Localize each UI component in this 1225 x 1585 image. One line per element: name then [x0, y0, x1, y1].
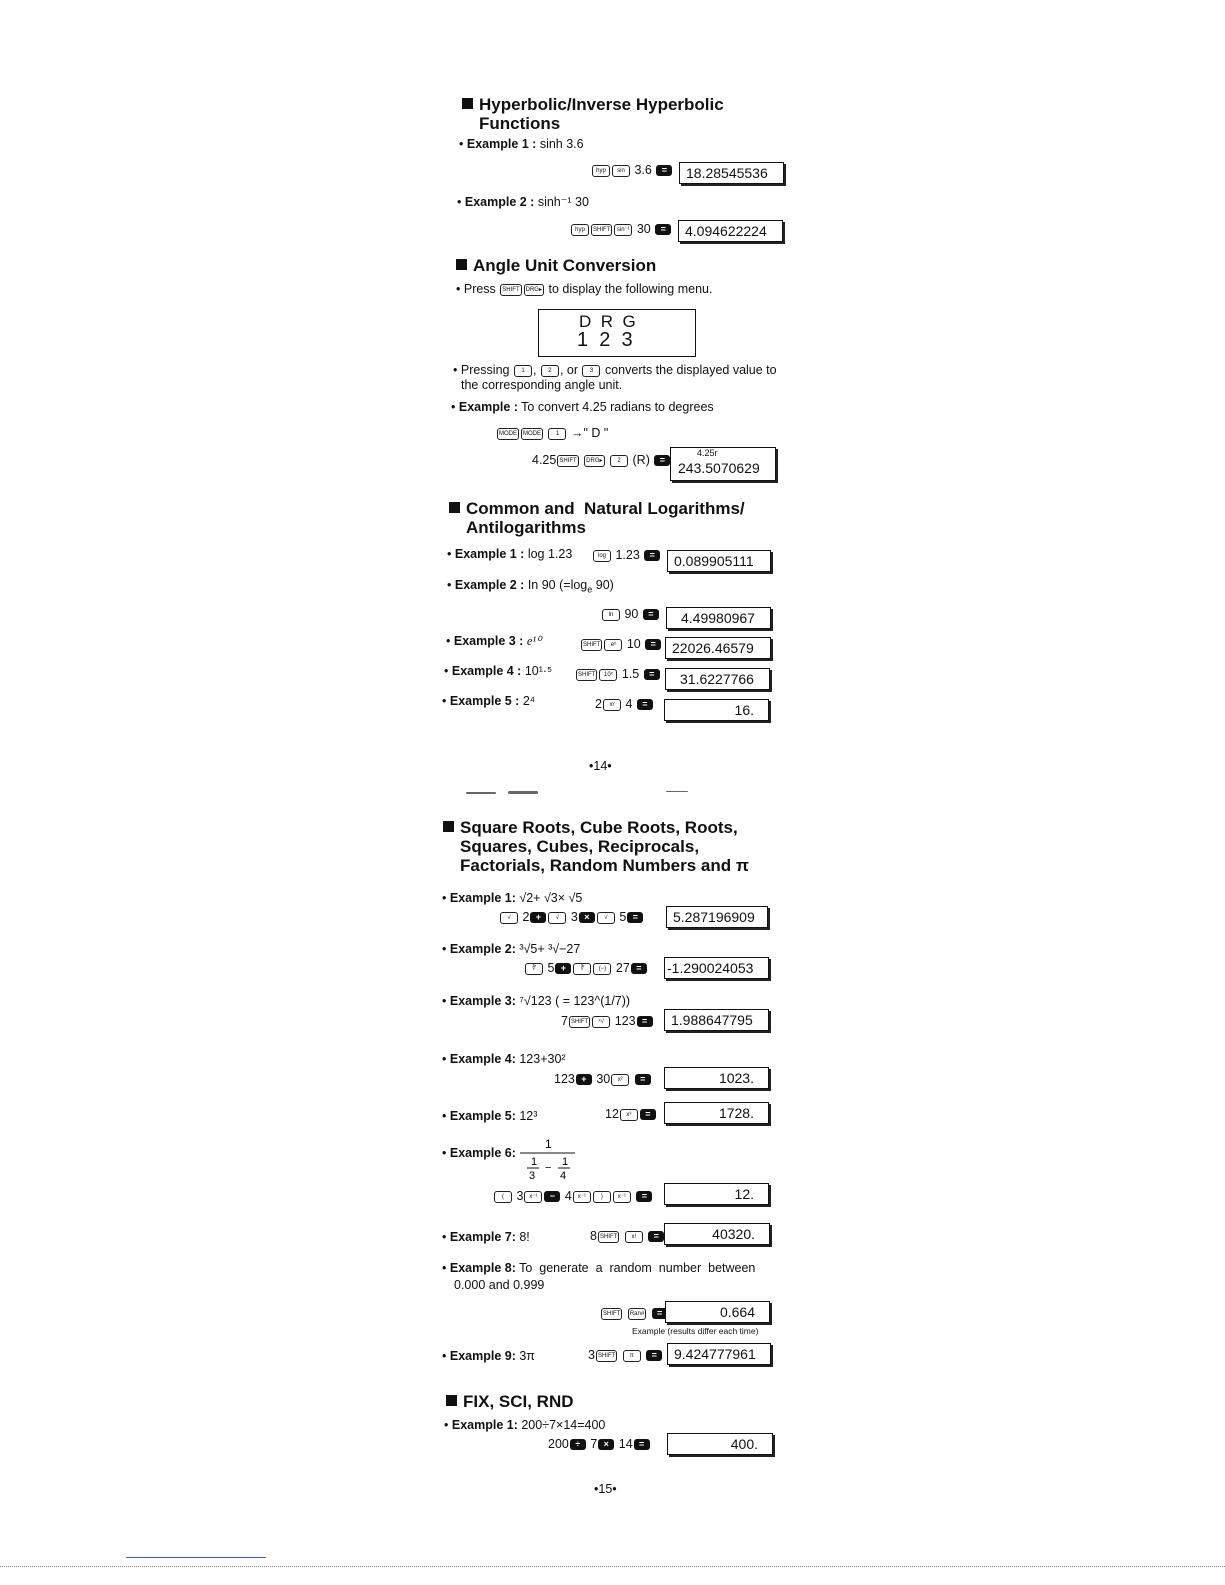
log-ex4-display: 31.6227766	[665, 668, 770, 690]
cube-key-icon: x³	[620, 1109, 638, 1121]
log-example-1: • Example 1 : log 1.23	[447, 547, 573, 561]
hyperbolic-heading-line2: Functions	[479, 114, 561, 133]
angle-heading: Angle Unit Conversion	[456, 256, 656, 275]
roots-heading-line2: Squares, Cubes, Reciprocals,	[460, 837, 700, 856]
shift-key-icon: SHIFT	[596, 1350, 617, 1362]
roots-ex2-keys: ∛ 5 + ∛ (−) 27 =	[524, 960, 648, 976]
sqrt-key-icon: √	[597, 912, 615, 924]
bullet-square-icon	[456, 259, 467, 270]
hyperbolic-heading: Hyperbolic/Inverse Hyperbolic Functions	[462, 95, 724, 133]
roots-ex9-keys: 3 SHIFT π =	[588, 1347, 663, 1363]
roots-ex5-display: 1728.	[664, 1102, 769, 1124]
roots-ex4-display: 1023.	[664, 1067, 769, 1089]
log-ex1-display: 0.089905111	[667, 550, 771, 572]
angle-calc-keys: 4.25 SHIFT DRG▸ 2 (R) =	[532, 452, 671, 468]
roots-example-8: • Example 8: To generate a random number between 0.000 and 0.999	[442, 1261, 756, 1292]
plus-key-icon: +	[530, 912, 546, 923]
roots-ex2-display: -1.290024053	[664, 957, 769, 979]
fraction-inner-den: 3	[529, 1170, 536, 1182]
scan-smudge	[466, 792, 496, 794]
log-ex1-keys: log 1.23 =	[592, 547, 661, 563]
page-number-15: •15•	[594, 1482, 617, 1496]
roots-ex7-keys: 8 SHIFT x! =	[590, 1228, 665, 1244]
arcsin-key-icon: sin⁻¹	[614, 224, 632, 236]
hyp-key-icon: hyp	[571, 224, 589, 236]
xroot-key-icon: ˣ√	[592, 1016, 610, 1028]
roots-example-9: • Example 9: 3π	[442, 1349, 535, 1363]
roots-ex6-display: 12.	[664, 1183, 769, 1205]
roots-ex6-keys: ( 3 x⁻¹ − 4 x⁻¹ ) x⁻¹ =	[493, 1188, 653, 1204]
equals-key-icon: =	[648, 1231, 664, 1242]
shift-key-icon: SHIFT	[598, 1231, 619, 1243]
hyp-ex2-keys: hyp SHIFT sin⁻¹ 30 =	[570, 221, 672, 237]
log-ex5-display: 16.	[664, 699, 769, 721]
bullet-square-icon	[449, 502, 460, 513]
fraction-inner-num: 1	[531, 1156, 538, 1168]
shift-key-icon: SHIFT	[569, 1016, 590, 1028]
roots-ex5-keys: 12 x³ =	[605, 1106, 657, 1122]
equals-key-icon: =	[631, 963, 647, 974]
ln-key-icon: ln	[602, 609, 620, 621]
log-ex4-keys: SHIFT 10ˣ 1.5 =	[575, 666, 661, 682]
log-ex5-keys: 2 xʸ 4 =	[595, 696, 654, 712]
roots-example-5: • Example 5: 12³	[442, 1109, 538, 1123]
log-example-3: • Example 3 : e¹⁰	[446, 634, 542, 648]
fraction-numerator: 1	[545, 1137, 552, 1151]
fraction-inner-den: 4	[560, 1170, 567, 1182]
page-number-14: •14•	[589, 759, 612, 773]
divide-key-icon: ÷	[570, 1439, 586, 1450]
roots-heading-line3: Factorials, Random Numbers and π	[460, 856, 749, 875]
close-paren-key-icon: )	[593, 1191, 611, 1203]
angle-pressing-text: • Pressing 1 , 2 , or 3 converts the displayed value to the corresponding angle unit.	[453, 363, 777, 392]
log-ex2-keys: ln 90 =	[601, 606, 660, 622]
hyp-ex1-keys: hyp sin 3.6 =	[591, 162, 673, 178]
open-paren-key-icon: (	[494, 1191, 512, 1203]
equals-key-icon: =	[654, 455, 670, 466]
fix-example-1: • Example 1: 200÷7×14=400	[444, 1418, 606, 1432]
fix-ex1-keys: 200 ÷ 7 × 14 =	[548, 1436, 651, 1452]
pi-key-icon: π	[623, 1350, 641, 1362]
cbrt-key-icon: ∛	[573, 963, 591, 975]
sin-key-icon: sin	[612, 165, 630, 177]
drg-menu-letters: D R G	[579, 312, 636, 331]
sqrt-key-icon: √	[548, 912, 566, 924]
roots-example-2: • Example 2: ³√5+ ³√−27	[442, 942, 581, 956]
roots-ex7-display: 40320.	[664, 1223, 770, 1245]
logs-heading-line2: Antilogarithms	[466, 518, 586, 537]
roots-example-3: • Example 3: ⁷√123 ( = 123^(1/7))	[442, 994, 631, 1008]
key-2-icon: 2	[541, 365, 559, 377]
log-ex3-keys: SHIFT eˣ 10 =	[580, 636, 662, 652]
reciprocal-key-icon: x⁻¹	[573, 1191, 591, 1203]
hyp-key-icon: hyp	[592, 165, 610, 177]
equals-key-icon: =	[644, 550, 660, 561]
angle-mode-keys: MODE MODE 1 →" D "	[499, 426, 609, 440]
fraction-inner-num: 1	[562, 1156, 569, 1168]
scan-smudge	[666, 791, 688, 792]
shift-key-icon: SHIFT	[591, 224, 612, 236]
roots-heading: Square Roots, Cube Roots, Roots, Squares, Cubes, Reciprocals, Factorials, Random Numbers and π	[443, 818, 749, 875]
log-ex3-display: 22026.46579	[665, 637, 771, 659]
shift-key-icon: SHIFT	[500, 284, 521, 296]
log-example-5: • Example 5 : 2⁴	[442, 694, 536, 708]
roots-ex4-keys: 123 + 30 x² =	[554, 1071, 652, 1087]
times-key-icon: ×	[579, 912, 595, 923]
equals-key-icon: =	[652, 1308, 668, 1319]
reciprocal-key-icon: x⁻¹	[613, 1191, 631, 1203]
drg-menu-numbers: 1 2 3	[577, 329, 633, 351]
plus-key-icon: +	[555, 963, 571, 974]
equals-key-icon: =	[646, 1350, 662, 1361]
hyp-example-2: • Example 2 : sinh⁻¹ 30	[457, 195, 589, 209]
bullet-square-icon	[462, 98, 473, 109]
equals-key-icon: =	[637, 1016, 653, 1027]
key-1-icon: 1	[514, 365, 532, 377]
logs-heading: Common and Natural Logarithms/ Antilogarithms	[449, 499, 745, 537]
reciprocal-key-icon: x⁻¹	[524, 1191, 542, 1203]
log-ex2-display: 4.49980967	[666, 607, 771, 629]
roots-ex1-keys: √ 2 + √ 3 × √ 5 =	[499, 909, 644, 925]
bottom-dotted-rule	[0, 1566, 1225, 1567]
equals-key-icon: =	[656, 165, 672, 176]
key-3-icon: 3	[582, 365, 600, 377]
equals-key-icon: =	[636, 1191, 652, 1202]
ran-key-icon: Ran#	[628, 1308, 646, 1320]
fix-heading: FIX, SCI, RND	[446, 1392, 574, 1411]
equals-key-icon: =	[644, 669, 660, 680]
times-key-icon: ×	[598, 1439, 614, 1450]
roots-ex1-display: 5.287196909	[666, 906, 768, 928]
mode-key-icon: MODE	[521, 428, 543, 440]
bullet-square-icon	[443, 821, 454, 832]
fraction-formula	[518, 1134, 580, 1184]
roots-example-6: • Example 6:	[442, 1146, 516, 1160]
roots-ex3-display: 1.988647795	[664, 1009, 769, 1031]
square-key-icon: x²	[611, 1074, 629, 1086]
angle-display: 4.25r 243.5070629	[670, 447, 776, 481]
equals-key-icon: =	[635, 1074, 651, 1085]
key-1-icon: 1	[548, 428, 566, 440]
drg-key-icon: DRG▸	[524, 284, 544, 296]
roots-example-1: • Example 1: √2+ √3× √5	[442, 891, 583, 905]
minus-key-icon: −	[544, 1191, 560, 1202]
hyp-ex1-display: 18.28545536	[679, 162, 784, 184]
shift-key-icon: SHIFT	[576, 669, 597, 681]
equals-key-icon: =	[645, 639, 661, 650]
roots-ex8-display: 0.664	[665, 1301, 770, 1323]
roots-ex8-keys	[600, 1305, 669, 1321]
drg-menu-display	[538, 309, 696, 357]
exp-key-icon: eˣ	[604, 639, 622, 651]
negative-key-icon: (−)	[593, 963, 611, 975]
equals-key-icon: =	[634, 1439, 650, 1450]
shift-key-icon: SHIFT	[601, 1308, 622, 1320]
hyp-ex2-display: 4.094622224	[678, 220, 783, 242]
drg-key-icon: DRG▸	[584, 455, 604, 467]
log-key-icon: log	[593, 550, 611, 562]
roots-ex9-display: 9.424777961	[667, 1343, 771, 1365]
scan-smudge	[508, 791, 538, 794]
angle-press-line: • Press SHIFT DRG▸ to display the following menu.	[456, 282, 713, 296]
roots-ex3-keys: 7 SHIFT ˣ√ 123 =	[561, 1013, 654, 1029]
link-underline	[126, 1557, 266, 1559]
log-example-2: • Example 2 : In 90 ($=\log_e$ 90)	[447, 578, 614, 595]
shift-key-icon: SHIFT	[557, 455, 578, 467]
sqrt-key-icon: √	[500, 912, 518, 924]
pow10-key-icon: 10ˣ	[599, 669, 617, 681]
roots-example-4: • Example 4: 123+30²	[442, 1052, 566, 1066]
roots-example-7: • Example 7: 8!	[442, 1230, 530, 1244]
equals-key-icon: =	[640, 1109, 656, 1120]
cbrt-key-icon: ∛	[525, 963, 543, 975]
bullet-square-icon	[446, 1395, 457, 1406]
shift-key-icon: SHIFT	[581, 639, 602, 651]
equals-key-icon: =	[655, 224, 671, 235]
log-example-4: • Example 4 : 10¹·⁵	[444, 664, 553, 678]
equals-key-icon: =	[627, 912, 643, 923]
plus-key-icon: +	[576, 1074, 592, 1085]
mode-key-icon: MODE	[497, 428, 519, 440]
xy-key-icon: xʸ	[603, 699, 621, 711]
factorial-key-icon: x!	[625, 1231, 643, 1243]
angle-example: • Example : To convert 4.25 radians to degrees	[451, 400, 714, 414]
fix-ex1-display: 400.	[667, 1433, 773, 1455]
equals-key-icon: =	[637, 699, 653, 710]
random-note: Example (results differ each time)	[632, 1326, 759, 1336]
equals-key-icon: =	[643, 609, 659, 620]
fraction-minus: −	[545, 1162, 552, 1174]
key-2-icon: 2	[610, 455, 628, 467]
hyp-example-1: • Example 1 : sinh 3.6	[459, 137, 584, 151]
